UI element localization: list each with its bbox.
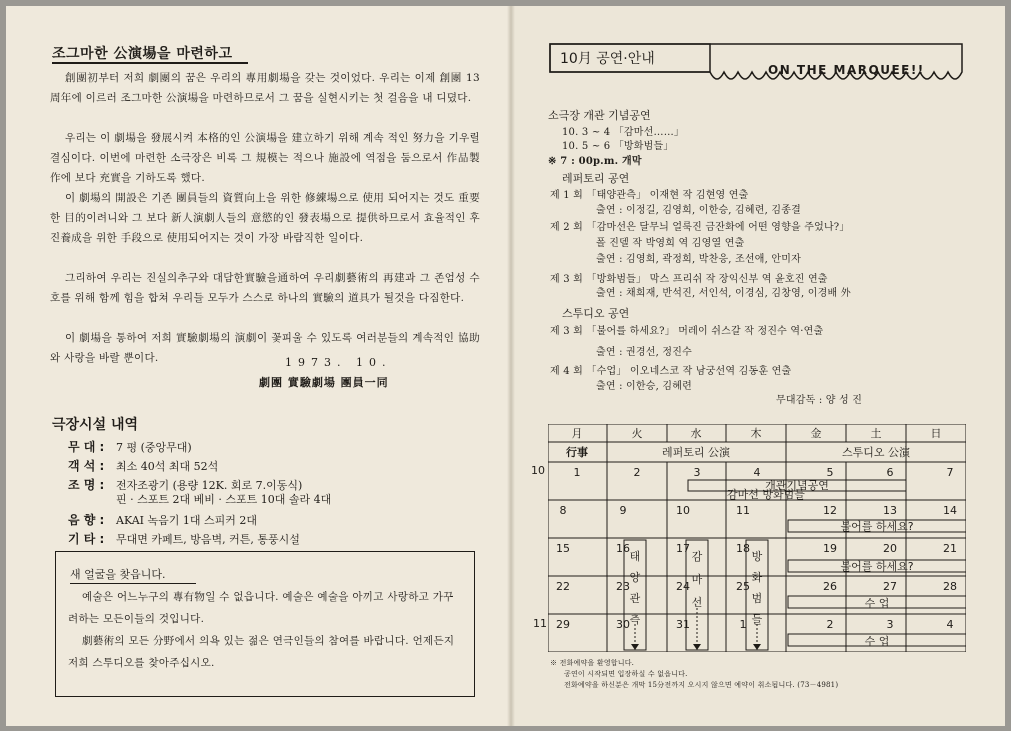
studio-title-underline [70, 583, 196, 584]
opening-show-2: 10. 5 ~ 6 「방화범들」 [562, 141, 674, 152]
studio-4-cast: 출연 : 이한승, 김혜련 [596, 381, 692, 392]
stage-manager: 무대감독 : 양 성 진 [776, 395, 863, 406]
repertory-3-cast: 출연 : 채희재, 반석진, 서인석, 이경심, 김창영, 이경배 外 [596, 288, 851, 299]
facility-key: 객 석 : [68, 459, 105, 473]
calendar-day: 22 [556, 580, 570, 593]
weekday-sat: 土 [870, 427, 882, 440]
facility-value: 최소 40석 최대 52석 [116, 460, 219, 473]
calendar-day: 27 [883, 580, 897, 593]
calendar-day: 12 [823, 504, 837, 517]
event-sun-2: 양 [629, 571, 641, 584]
facility-value: 전자조광기 (용량 12K. 회로 7.이동식) [116, 479, 303, 492]
event-opening: 개관기념공연 [765, 479, 829, 492]
event-lesson-1: 수 업 [864, 597, 890, 610]
page-fold [507, 6, 515, 726]
calendar-day: 16 [616, 542, 630, 555]
calendar-day: 1 [573, 466, 581, 479]
weekday-thu: 木 [750, 427, 762, 440]
calendar-day: 23 [616, 580, 630, 593]
event-gamma-3: 선 [691, 596, 703, 609]
studio-4-title: 제 4 회 「수업」 이오네스코 작 남궁선역 김동훈 연출 [550, 366, 792, 377]
calendar-day: 9 [619, 504, 627, 517]
calendar-day: 29 [556, 618, 570, 631]
calendar-day: 26 [823, 580, 837, 593]
event-gamma-1: 감 [691, 550, 703, 563]
note-1: ※ 전화예약을 환영합니다. [550, 659, 635, 667]
calendar-day: 11 [736, 504, 750, 517]
repertory-3-title: 제 3 회 「방화범들」 막스 프리쉬 작 장익신부 역 윤호진 연출 [550, 274, 828, 285]
calendar-day: 20 [883, 542, 897, 555]
weekday-sun: 日 [930, 427, 942, 440]
facility-row [68, 511, 257, 528]
reservation-notes [550, 658, 838, 691]
calendar-day: 15 [556, 542, 570, 555]
paragraph-4: 그리하여 우리는 진실의추구와 대담한實驗을通하여 우리劇藝術의 再建과 그 존엄성 수호를 위해 함께 힘을 합쳐 우리들 모두가 스스로 하나의 實驗의 道具가 될것을 다짐한다. [50, 272, 480, 304]
event-arson-1: 방 [751, 550, 763, 563]
facility-row [68, 457, 218, 474]
calendar-day: 21 [943, 542, 957, 555]
weekday-mon: 月 [571, 427, 583, 440]
calendar-day: 4 [946, 618, 954, 631]
title-underline [52, 62, 248, 64]
weekday-wed: 水 [690, 427, 702, 440]
opening-time: ※ 7 : 00p.m. 개막 [548, 156, 642, 167]
calendar-day: 7 [946, 466, 954, 479]
repertory-1-title: 제 1 회 「태양관측」 이재현 작 김현영 연출 [550, 190, 749, 201]
event-arson-3: 범 [751, 592, 763, 605]
performance-calendar [548, 424, 966, 652]
weekday-fri: 金 [810, 427, 822, 440]
signature: 劇團 實驗劇場 團員一同 [259, 376, 389, 389]
studio-3-title: 제 3 회 「불어를 하세요?」 머레이 쉬스갈 작 정진수 역·연출 [550, 326, 824, 337]
calendar-day: 10 [676, 504, 690, 517]
calendar-day: 17 [676, 542, 690, 555]
paragraph-1: 創團初부터 저희 劇團의 꿈은 우리의 專用劇場을 갖는 것이었다. 우리는 이제 創團 13周年에 이르러 조그마한 公演場을 마련하므로서 그 꿈을 실현시키는 첫 걸음을 내 디뎠다. [50, 72, 480, 104]
month-october: 10 [531, 464, 545, 477]
studio-recruit-title: 새 얼굴을 찾읍니다. [70, 568, 166, 581]
facility-key: 무 대 : [68, 440, 105, 454]
studio-paragraph-2: 劇藝術의 모든 分野에서 의욕 있는 젊은 연극인들의 참여를 바랍니다. 언제든지 저희 스투디오를 찾아주십시오. [68, 635, 455, 669]
studio-3-cast: 출연 : 권경선, 정진수 [596, 347, 692, 358]
facilities-title: 극장시설 내역 [52, 417, 139, 433]
repertory-2-title: 제 2 회 「감마선은 달무늬 얼룩진 금잔화에 어떤 영향을 주었나?」 [550, 222, 850, 233]
studio-paragraph-1: 예술은 어느누구의 專有物일 수 없읍니다. 예술은 예술을 아끼고 사랑하고 가꾸려하는 모든이들의 것입니다. [68, 591, 454, 625]
program-title: 10月 공연·안내 [560, 51, 655, 67]
opening-show-1: 10. 3 ~ 4 「감마선……」 [562, 127, 685, 138]
event-lesson-2: 수 업 [864, 635, 890, 648]
weekday-tue: 火 [631, 427, 643, 440]
calendar-day: 19 [823, 542, 837, 555]
event-gamma-2: 마 [691, 573, 703, 586]
calendar-day: 2 [633, 466, 641, 479]
calendar-day: 30 [616, 618, 630, 631]
repertory-2-cast: 출연 : 김영희, 곽정희, 박찬응, 조선애, 안미자 [596, 254, 801, 265]
event-arson-2: 화 [751, 571, 763, 584]
page-title: 조그마한 公演場을 마련하고 [52, 46, 233, 62]
event-sun-4: 측 [629, 613, 641, 626]
note-2: 공연이 시작되면 입장하실 수 없읍니다. [564, 670, 688, 678]
event-french-1: 불어를 하세요? [840, 520, 914, 533]
calendar-day: 8 [559, 504, 567, 517]
facility-value: 무대면 카페트, 방음벽, 커튼, 통풍시설 [116, 533, 300, 546]
calendar-day: 18 [736, 542, 750, 555]
event-sun-3: 관 [629, 592, 641, 605]
paragraph-2: 우리는 이 劇場을 發展시켜 本格的인 公演場을 建立하기 위해 계속 적인 努力을 기우릴 결심이다. 이번에 마련한 소극장은 비록 그 規模는 적으나 施設에 역점을 둠으로서 作品製作에 보다 充實을 기하도록 했다. [50, 132, 480, 184]
facility-key: 음 향 : [68, 513, 105, 527]
facility-row [68, 438, 192, 455]
paragraph-5: 이 劇場을 통하여 저희 實驗劇場의 演劇이 꽃피울 수 있도록 여러분들의 계속적인 協助와 사랑을 바랄 뿐이다. [50, 332, 480, 364]
facility-key: 기 타 : [68, 532, 105, 546]
calendar-day: 14 [943, 504, 957, 517]
calendar-day: 25 [736, 580, 750, 593]
event-sun-1: 태 [629, 550, 641, 563]
calendar-day: 6 [886, 466, 894, 479]
facility-key: 조 명 : [68, 478, 105, 492]
facility-row [68, 530, 300, 547]
legend-repertory: 레퍼토리 公演 [661, 446, 731, 459]
event-french-2: 불어를 하세요? [840, 560, 914, 573]
calendar-day: 28 [943, 580, 957, 593]
facility-value: 핀 · 스포트 2대 베비 · 스포트 10대 솔라 4대 [116, 493, 332, 506]
date: 1973. 10. [285, 356, 392, 369]
facility-row [68, 491, 331, 507]
note-3: 전화예약을 하신분은 개막 15分전까지 오시지 않으면 예약이 취소됩니다. (73－4981) [564, 681, 839, 689]
month-november: 11 [533, 617, 547, 630]
calendar-day: 4 [753, 466, 761, 479]
studio-heading: 스투디오 공연 [562, 307, 630, 320]
legend-studio: 스투디오 公演 [841, 446, 911, 459]
calendar-day: 3 [693, 466, 701, 479]
repertory-heading: 레퍼토리 공연 [562, 172, 630, 185]
opening-heading: 소극장 개관 기념공연 [548, 109, 651, 122]
calendar-day: 13 [883, 504, 897, 517]
calendar-day: 5 [826, 466, 834, 479]
calendar-day: 1 [739, 618, 747, 631]
event-opening-shows: 감마선 방화범들 [727, 488, 805, 501]
repertory-2-sub: 폴 진델 작 박영희 역 김영열 연출 [596, 238, 745, 249]
repertory-1-cast: 출연 : 이정길, 김영희, 이한승, 김혜련, 김종결 [596, 205, 801, 216]
calendar-day: 2 [826, 618, 834, 631]
calendar-day: 24 [676, 580, 690, 593]
calendar-day: 31 [676, 618, 690, 631]
legend-events: 行事 [566, 446, 588, 459]
facility-value: 7 평 (중앙무대) [116, 441, 192, 454]
paragraph-3: 이 劇場의 開設은 기존 團員들의 資質向上을 위한 修練場으로 使用 되어지는 것도 重要한 目的이려니와 그 보다 新人演劇人들의 意慾的인 發表場으로 提供하므로서 효율적인 후진養成을 위한 手段으로 使用되어지는 것이 가장 바람직한 일이다. [50, 192, 480, 244]
calendar-day: 3 [886, 618, 894, 631]
marquee-text: ON THE MARQUEE!! [768, 63, 925, 77]
facility-value: AKAI 녹음기 1대 스피커 2대 [116, 514, 257, 527]
event-arson-4: 들 [751, 613, 763, 626]
